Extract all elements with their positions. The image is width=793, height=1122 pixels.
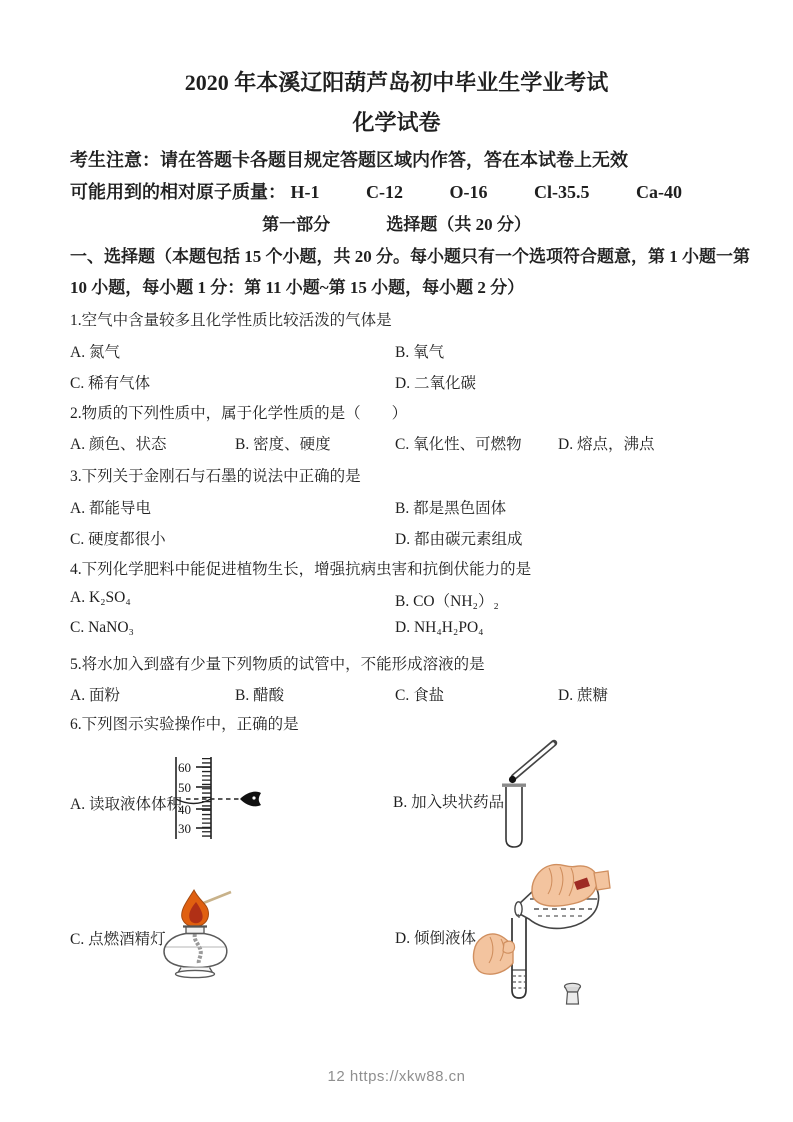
test-tube-dropper-figure: [492, 733, 572, 860]
question-1-option-a: A. 氮气: [70, 344, 120, 361]
question-6-option-b-label: B. 加入块状药品: [393, 794, 505, 811]
cylinder-scale-value: 40: [178, 802, 191, 817]
question-1-option-c: C. 稀有气体: [70, 375, 151, 392]
question-4-option-d: D. NH₄H₂PO₄: [395, 619, 484, 636]
cylinder-scale-value: 30: [178, 821, 191, 836]
question-5-text: 5.将水加入到盛有少量下列物质的试管中，不能形成溶液的是: [70, 656, 485, 673]
question-3-option-d: D. 都由碳元素组成: [395, 531, 523, 548]
cylinder-scale-value: 60: [178, 760, 191, 775]
question-4-option-b: B. CO（NH₂）₂: [395, 593, 499, 610]
pouring-liquid-figure: [446, 855, 636, 1020]
question-2-option-a: A. 颜色、状态: [70, 436, 167, 453]
question-4-text: 4.下列化学肥料中能促进植物生长，增强抗病虫害和抗倒伏能力的是: [70, 561, 532, 578]
graduated-cylinder-figure: [170, 748, 270, 849]
receiving-test-tube-icon: [512, 918, 526, 998]
question-6-text: 6.下列图示实验操作中，正确的是: [70, 716, 299, 733]
section-intro-line1: 一、选择题（本题包括 15 个小题，共 20 分。每小题只有一个选项符合题意，第 1 小题一第: [70, 247, 750, 266]
section-part: 第一部分: [262, 215, 331, 234]
flame-icon: [182, 890, 209, 927]
cylinder-scale-value: 50: [178, 780, 191, 795]
exam-subtitle: 化学试卷: [352, 110, 441, 135]
atomic-mass-item: H-1: [290, 182, 320, 202]
section-heading: [0, 210, 793, 235]
question-4-option-a: A. K₂SO₄: [70, 589, 131, 606]
atomic-mass-item: C-12: [366, 182, 403, 202]
atomic-masses-line: [70, 178, 724, 204]
question-6-option-c-label: C. 点燃酒精灯: [70, 931, 166, 948]
wick-icon: [195, 934, 201, 964]
question-1-text: 1.空气中含量较多且化学性质比较活泼的气体是: [70, 312, 392, 329]
hand-holding-tube-icon: [473, 934, 514, 974]
question-5-option-d: D. 蔗糖: [558, 687, 608, 704]
atomic-mass-item: O-16: [449, 182, 488, 202]
page-footer-watermark: 12 https://xkw88.cn: [327, 1068, 466, 1085]
question-2-option-c: C. 氧化性、可燃物: [395, 436, 522, 453]
question-2-option-b: B. 密度、硬度: [235, 436, 331, 453]
question-1-option-d: D. 二氧化碳: [395, 375, 476, 392]
question-3-text: 3.下列关于金刚石与石墨的说法中正确的是: [70, 468, 361, 485]
question-5-option-b: B. 醋酸: [235, 687, 285, 704]
question-2-text: 2.物质的下列性质中，属于化学性质的是（ ）: [70, 405, 408, 422]
question-6-option-a-label: A. 读取液体体积: [70, 796, 182, 813]
question-2-option-d: D. 熔点，沸点: [558, 436, 655, 453]
atomic-masses-label: 可能用到的相对原子质量：: [70, 182, 286, 202]
graduated-cylinder-icon: [176, 757, 241, 839]
notice-line: 考生注意：请在答题卡各题目规定答题区域内作答，答在本试卷上无效: [70, 150, 628, 170]
question-3-option-b: B. 都是黑色固体: [395, 500, 507, 517]
question-3-option-a: A. 都能导电: [70, 500, 151, 517]
dropper-icon: [509, 743, 554, 783]
alcohol-lamp-icon: [164, 927, 227, 978]
test-tube-icon: [502, 784, 526, 848]
question-6-option-d-label: D. 倾倒液体: [395, 930, 476, 947]
question-3-option-c: C. 硬度都很小: [70, 531, 166, 548]
question-5-option-a: A. 面粉: [70, 687, 120, 704]
atomic-mass-item: Ca-40: [636, 182, 682, 202]
alcohol-lamp-figure: [154, 874, 244, 985]
section-intro-line2: 10 小题，每小题 1 分：第 11 小题~第 15 小题，每小题 2 分）: [70, 278, 525, 297]
question-5-option-c: C. 食盐: [395, 687, 445, 704]
eye-icon: [240, 792, 261, 807]
question-4-option-c: C. NaNO₃: [70, 619, 134, 636]
exam-title: 2020 年本溪辽阳葫芦岛初中毕业生学业考试: [184, 70, 609, 95]
question-1-option-b: B. 氧气: [395, 344, 445, 361]
atomic-mass-item: Cl-35.5: [534, 182, 590, 202]
stopper-icon: [565, 983, 581, 1004]
section-name: 选择题（共 20 分）: [386, 215, 531, 234]
